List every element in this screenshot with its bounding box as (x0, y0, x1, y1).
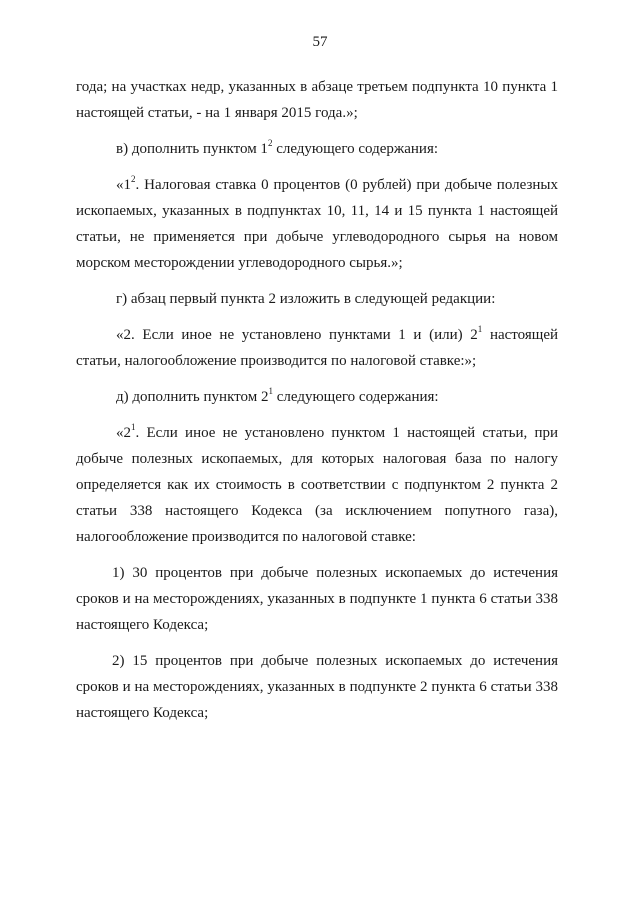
text-line: 2) 15 процентов при добыче полезных ископаемых до истечения (112, 653, 558, 669)
text-run: «2 (116, 425, 131, 441)
paragraph-7 (76, 420, 558, 550)
text-line: ископаемых, указанных в подпунктах 10, 11, 14 и 15 пункта 1 настоящей (76, 203, 558, 219)
paragraph-1 (76, 74, 558, 126)
paragraph-2 (76, 136, 558, 162)
text-line: настоящей статьи, - на 1 января 2015 года.»; (76, 105, 358, 121)
text-run: . Налоговая ставка 0 процентов (0 рублей) при добыче полезных (135, 177, 558, 193)
text-line: 1) 30 процентов при добыче полезных ископаемых до истечения (112, 565, 558, 581)
document-body (76, 74, 558, 736)
superscript: 1 (477, 324, 483, 334)
paragraph-6 (76, 384, 558, 410)
text-line: статьи 338 настоящего Кодекса (за исключением попутного газа), (76, 503, 558, 519)
text-line: настоящего Кодекса; (76, 705, 209, 721)
text-run: в) дополнить пунктом 1 (116, 141, 268, 157)
superscript: 2 (131, 174, 136, 184)
text-line (76, 172, 558, 198)
paragraph-8 (76, 560, 558, 638)
text-line: налогообложение производится по налоговой ставке: (76, 529, 416, 545)
text-run: настоящей (482, 327, 558, 343)
paragraph-9 (76, 648, 558, 726)
text-line: статьи, налогообложение производится по налоговой ставке:»; (76, 353, 477, 369)
text-run: «1 (116, 177, 131, 193)
text-line (76, 420, 558, 446)
text-run: следующего содержания: (272, 389, 439, 405)
page-number: 57 (312, 34, 328, 50)
text-line (76, 322, 558, 348)
text-line: года; на участках недр, указанных в абзаце третьем подпункта 10 пункта 1 (76, 79, 558, 95)
text-run: «2. Если иное не установлено пунктами 1 и (или) 2 (116, 327, 478, 343)
text-line: статьи, не применяется при добыче углеводородного сырья на новом (76, 229, 558, 245)
text-line: сроков и на месторождениях, указанных в подпункте 2 пункта 6 статьи 338 (76, 679, 558, 695)
text-run: следующего содержания: (272, 141, 439, 157)
superscript: 1 (131, 422, 136, 432)
paragraph-5 (76, 322, 558, 374)
superscript: 1 (268, 386, 273, 396)
superscript: 2 (267, 138, 273, 148)
text-run: . Если иное не установлено пунктом 1 настоящей статьи, при (135, 425, 558, 441)
text-line: сроков и на месторождениях, указанных в подпункте 1 пункта 6 статьи 338 (76, 591, 558, 607)
text-line: определяется как их стоимость в соответствии с подпунктом 2 пункта 2 (76, 477, 558, 493)
text-run: д) дополнить пунктом 2 (116, 389, 269, 405)
paragraph-3 (76, 172, 558, 276)
text-line: морском месторождении углеводородного сырья.»; (76, 255, 403, 271)
paragraph-4: г) абзац первый пункта 2 изложить в следующей редакции: (116, 291, 496, 307)
text-line: настоящего Кодекса; (76, 617, 209, 633)
text-line: добыче полезных ископаемых, для которых налоговая база по налогу (76, 451, 558, 467)
